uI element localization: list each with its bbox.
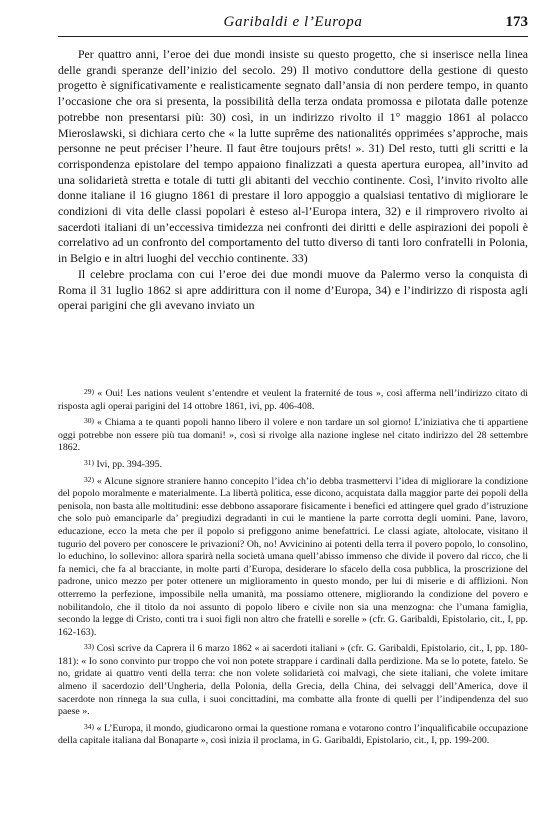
- paragraph: Il celebre proclama con cui l’eroe dei due mondi muove da Palermo verso la conquista di Roma il 31 luglio 1862 si apre addirittura con il nome d’Europa, 34) e l’indirizzo di risposta agli operai parigini che gli avevano inviato un: [58, 266, 528, 313]
- running-title: Garibaldi e l’Europa: [223, 14, 363, 30]
- footnote-number: 31): [84, 457, 94, 467]
- footnote-text: « Alcune signore straniere hanno concepito l’idea ch’io debba trasmettervi l’idea di migliorare la condizione del popolo moralmente e materialmente. La libertà politica, esse dicono, acquistata dalla maggior parte dei popoli della penisola, non basta alle moltitudini: esse debbono assaporare fisicamente i benefici ed attingere quel grado d’istruzione che solo può emanciparle da’ pregiudizi degradanti in cui le mantiene la parte corrotta degli uomini. Pane, lavoro, educazione, ecco la meta che per il popolo si prefiggono anime benefattrici. Le classi agiate, altolocate, visitano il tugurio del povero per conoscere le privazioni? Oh, no! Avvicinino ai potenti della terra il povero popolo, lo consolino, lo educhino, lo sollevino: allora sparirà nella società umana quell’abisso immenso che divide il povero dal ricco, che li fa nemici, che fa al bracciante, in molte parti d’Europa, desiderare lo sfacelo della cosa pubblica, la proscrizione del padrone, unico mezzo per poter ottenere un miglioramento in questo mondo, per lui di miserie e di afflizioni. Non otterremo la perfezione, impossibile nella umanità, ma possiamo ottenere, migliorando la condizione del povero e nobilitandolo, che il titolo da noi assunto di popolo libero e civile non sia una menzogna: che l’umana famiglia, secondo la legge di Cristo, conti tra i suoi figli non altro che fratelli e sorelle » (cfr. G. Garibaldi, Epistolario, cit., I, pp. 162-163).: [58, 475, 529, 638]
- footnote-number: 30): [84, 416, 94, 426]
- paragraph: Per quattro anni, l’eroe dei due mondi insiste su questo progetto, che si inserisce nella linea delle grandi speranze dell’inizio del secolo. 29) Il motivo conduttore della gestione di questo progetto è significativamente e realisticamente segnato dall’ansia di non perdere tempo, in quanto l’occasione che ora si presenta, la possibilità della terza ondata promossa e pilotata dalle potenze potrebbe non presentarsi più: 30) così, in un indirizzo rivolto il 1° maggio 1861 al polacco Mieroslawski, si dichiara certo che « la lutte suprême des nationalités opprimées s’approche, mais personne ne peut préciser l’heure. Il faut être toujours prêts! ». 31) Del resto, tutti gli scritti e la corrispondenza epistolare del tempo appaiono finalizzati a questa apertura europea, all’invito ad una solidarietà stretta e totale di tutti gli abitanti del vecchio continente. Così, l’invito rivolto alle donne italiane il 16 giugno 1861 di prestare il loro appoggio a qualsiasi tentativo di migliorare le condizioni di vita delle classi popolari è esteso al-l’Europa intera, 32) e il rimprovero rivolto ai sacerdoti italiani di un’eccessiva timidezza nei confronti dei diritti e delle aspirazioni dei popoli è correlativo ad un confronto del comportamento del tutto diverso di tanti loro confratelli in Polonia, in Belgio e in altri luoghi del vecchio continente. 33): [58, 47, 528, 266]
- footnote: [58, 721, 528, 748]
- footnotes: [58, 386, 528, 748]
- footnote-number: 29): [84, 387, 94, 396]
- footnote-text: « Chiama a te quanti popoli hanno libero il volere e non tardare un sol giorno! L’iniziativa che ti appartiene oggi potrebbe non essere più tua domani! », così si rivolge alla nazione inglese nel citato indirizzo del 28 settembre 1862.: [58, 417, 528, 454]
- running-header: [58, 14, 528, 36]
- page-number: 173: [505, 14, 528, 30]
- footnote: [58, 641, 528, 719]
- footnote-text: « Oui! Les nations veulent s’entendre et veulent la fraternité de tous », così afferma nell’indirizzo citato di risposta agli operai parigini del 14 ottobre 1861, ivi, pp. 406-408.: [58, 388, 528, 412]
- footnote: [58, 415, 528, 455]
- footnote-text: Così scrive da Caprera il 6 marzo 1862 « ai sacerdoti italiani » (cfr. G. Garibaldi, Epistolario, cit., I, pp. 180-181): « Io sono convinto pur troppo che voi non potete strappare i cardinali dalla perdizione. Ma se lo potete, fatelo. Se no, gridate ai quattro venti della terra: che non volete solidarietà coi malvagi, che siete italiani, che volete imitare almeno il sacerdozio dell’Ungheria, della Polonia, della Grecia, della China, dei selvaggi dell’America, dove il sacerdote non rinnega la sua culla, i suoi concittadini, ma combatte alla fronte di quelli per l’indipendenza del suo paese ».: [58, 643, 529, 718]
- main-text: [58, 47, 528, 314]
- footnote-number: 32): [84, 474, 94, 484]
- footnote-number: 34): [84, 721, 94, 731]
- header-rule: [58, 36, 528, 37]
- footnote-text: Ivi, pp. 394-395.: [96, 458, 163, 470]
- footnote-text: « L’Europa, il mondo, giudicarono ormai la questione romana e votarono contro l’inqualificabile occupazione della capitale italiana dal Bonaparte », così inizia il proclama, in G. Garibaldi, Epistolario, cit., I, pp. 199-200.: [58, 722, 528, 747]
- footnote: [58, 474, 528, 640]
- footnote: [58, 386, 528, 413]
- footnote-number: 33): [84, 642, 94, 652]
- footnote: [58, 457, 528, 472]
